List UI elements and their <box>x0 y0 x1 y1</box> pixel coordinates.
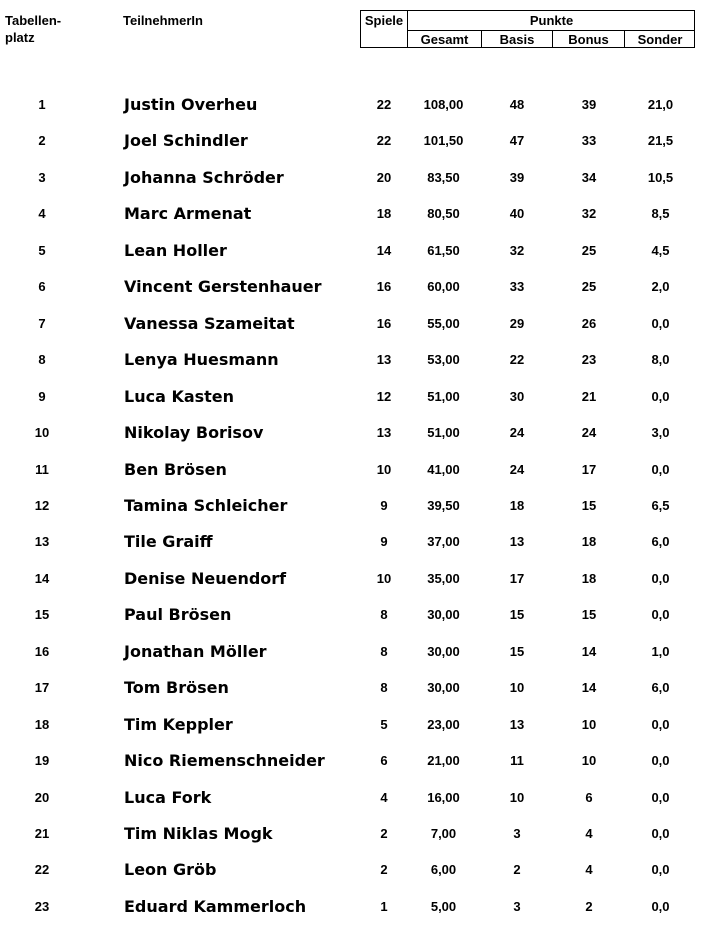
table-row <box>0 237 701 265</box>
table-place: 17 <box>34 680 50 696</box>
points-special: 0,0 <box>651 789 670 805</box>
points-total: 53,00 <box>427 352 460 368</box>
points-bonus: 15 <box>581 497 597 513</box>
table-place: 13 <box>34 534 50 550</box>
points-bonus: 25 <box>581 279 597 295</box>
points-basis: 15 <box>509 643 525 659</box>
points-total: 101,50 <box>423 133 464 149</box>
points-bonus: 39 <box>581 97 597 112</box>
points-special: 0,0 <box>651 826 670 841</box>
table-row <box>0 856 701 884</box>
points-special: 4,5 <box>651 242 670 258</box>
games-played: 22 <box>376 133 392 149</box>
table-place: 23 <box>34 898 50 914</box>
participant-name: Marc Armenat <box>124 204 252 224</box>
table-row <box>0 674 701 702</box>
points-bonus: 6 <box>585 789 593 805</box>
games-played: 16 <box>376 315 392 331</box>
points-special: 21,0 <box>647 97 674 112</box>
points-special: 0,0 <box>651 862 670 878</box>
table-row <box>0 164 701 192</box>
points-total: 6,00 <box>430 862 457 878</box>
column-header-punkte: Punkte <box>529 13 574 28</box>
games-played: 5 <box>380 716 388 732</box>
points-special: 0,0 <box>651 898 670 914</box>
participant-name: Nikolay Borisov <box>124 423 264 443</box>
participant-name: Jonathan Möller <box>124 641 267 661</box>
points-total: 39,50 <box>427 497 460 513</box>
points-bonus: 2 <box>585 898 593 914</box>
table-place: 8 <box>38 352 46 368</box>
points-special: 6,0 <box>651 534 670 550</box>
table-row <box>0 784 701 812</box>
games-played: 22 <box>376 97 392 112</box>
table-place: 5 <box>38 242 46 258</box>
games-played: 4 <box>380 789 388 805</box>
table-row <box>0 492 701 520</box>
column-header-table-place <box>5 12 85 46</box>
table-row <box>0 310 701 338</box>
points-basis: 33 <box>509 279 525 295</box>
points-bonus: 10 <box>581 716 597 732</box>
table-row <box>0 820 701 848</box>
place-label-line-1: Tabellen- <box>5 13 62 28</box>
table-place: 11 <box>35 461 49 477</box>
column-header-basis: Basis <box>499 32 535 47</box>
table-place: 16 <box>34 643 50 659</box>
table-place: 14 <box>34 570 50 586</box>
points-bonus: 10 <box>581 753 597 769</box>
games-played: 13 <box>376 352 392 368</box>
points-basis: 15 <box>509 607 525 623</box>
games-played: 8 <box>380 643 388 659</box>
points-bonus: 33 <box>581 133 597 149</box>
points-special: 1,0 <box>651 643 670 659</box>
games-played: 14 <box>376 242 392 258</box>
points-bonus: 17 <box>581 461 597 477</box>
games-played: 8 <box>380 607 388 623</box>
table-row <box>0 456 701 484</box>
participant-name: Denise Neuendorf <box>124 568 287 588</box>
points-bonus: 4 <box>585 862 593 878</box>
points-total: 30,00 <box>427 680 460 696</box>
points-basis: 11 <box>510 753 524 769</box>
points-basis: 24 <box>509 461 525 477</box>
points-basis: 10 <box>509 789 525 805</box>
points-basis: 32 <box>509 242 525 258</box>
points-bonus: 25 <box>581 242 597 258</box>
place-label-line-2: platz <box>5 30 35 45</box>
points-total: 5,00 <box>430 898 457 914</box>
points-special: 6,0 <box>651 680 670 696</box>
games-played: 2 <box>380 862 388 878</box>
table-place: 22 <box>34 862 50 878</box>
points-total: 30,00 <box>427 643 460 659</box>
table-row <box>0 893 701 921</box>
points-special: 0,0 <box>651 716 670 732</box>
points-basis: 18 <box>509 497 525 513</box>
points-total: 108,00 <box>423 97 464 112</box>
table-place: 7 <box>38 315 46 331</box>
points-bonus: 14 <box>581 680 597 696</box>
table-row <box>0 91 701 119</box>
participant-name: Luca Fork <box>124 787 212 807</box>
points-basis: 17 <box>509 570 525 586</box>
participant-name: Nico Riemenschneider <box>124 751 325 771</box>
table-place: 20 <box>34 789 50 805</box>
points-basis: 2 <box>513 862 521 878</box>
points-basis: 39 <box>509 169 525 185</box>
table-place: 18 <box>34 716 50 732</box>
points-total: 41,00 <box>427 461 460 477</box>
games-played: 9 <box>380 497 388 513</box>
table-row <box>0 601 701 629</box>
points-total: 16,00 <box>427 789 460 805</box>
points-total: 55,00 <box>427 315 460 331</box>
points-basis: 13 <box>509 716 525 732</box>
points-total: 60,00 <box>427 279 460 295</box>
participant-name: Lenya Huesmann <box>124 350 279 370</box>
points-total: 21,00 <box>427 753 460 769</box>
column-header-bonus: Bonus <box>568 32 609 47</box>
participant-name: Tom Brösen <box>124 678 229 698</box>
points-special: 2,0 <box>651 279 670 295</box>
table-row <box>0 528 701 556</box>
points-special: 8,0 <box>651 352 670 368</box>
table-place: 6 <box>38 279 46 295</box>
points-special: 0,0 <box>651 315 670 331</box>
points-total: 35,00 <box>427 570 460 586</box>
participant-name: Tamina Schleicher <box>124 495 288 515</box>
column-header-gesamt: Gesamt <box>420 32 469 47</box>
points-total: 61,50 <box>427 242 460 258</box>
points-special: 0,0 <box>651 607 670 623</box>
table-place: 3 <box>38 169 46 185</box>
points-total: 7,00 <box>430 826 457 841</box>
games-played: 13 <box>376 425 392 441</box>
participant-name: Vanessa Szameitat <box>124 313 295 333</box>
points-total: 80,50 <box>427 206 460 222</box>
games-played: 1 <box>380 898 388 914</box>
participant-name: Tim Niklas Mogk <box>124 824 273 843</box>
points-special: 0,0 <box>651 570 670 586</box>
table-place: 2 <box>38 133 46 149</box>
games-played: 9 <box>380 534 388 550</box>
participant-name: Eduard Kammerloch <box>124 896 307 916</box>
points-bonus: 23 <box>581 352 597 368</box>
points-bonus: 14 <box>581 643 597 659</box>
participant-name: Ben Brösen <box>124 459 227 479</box>
participant-name: Luca Kasten <box>124 386 235 406</box>
participant-name: Justin Overheu <box>124 95 258 114</box>
games-played: 6 <box>380 753 388 769</box>
table-place: 1 <box>38 97 46 112</box>
table-row <box>0 346 701 374</box>
points-special: 6,5 <box>651 497 670 513</box>
points-basis: 40 <box>509 206 525 222</box>
table-place: 12 <box>34 497 50 513</box>
points-bonus: 18 <box>581 534 597 550</box>
points-basis: 29 <box>509 315 525 331</box>
table-row <box>0 747 701 775</box>
points-bonus: 34 <box>581 169 597 185</box>
points-bonus: 21 <box>581 388 597 404</box>
games-played: 12 <box>376 388 392 404</box>
participant-name: Vincent Gerstenhauer <box>124 277 322 297</box>
participant-name: Joel Schindler <box>124 131 248 151</box>
points-special: 21,5 <box>647 133 674 149</box>
table-row <box>0 200 701 228</box>
table-row <box>0 419 701 447</box>
games-played: 10 <box>376 570 392 586</box>
points-bonus: 4 <box>585 826 593 841</box>
points-special: 0,0 <box>651 753 670 769</box>
points-total: 37,00 <box>427 534 460 550</box>
table-row <box>0 383 701 411</box>
points-special: 10,5 <box>647 169 674 185</box>
points-special: 0,0 <box>651 388 670 404</box>
table-place: 9 <box>38 388 46 404</box>
games-played: 18 <box>376 206 392 222</box>
table-place: 15 <box>34 607 50 623</box>
column-header-participant: TeilnehmerIn <box>123 13 203 28</box>
table-place: 10 <box>34 425 50 441</box>
points-total: 83,50 <box>427 169 460 185</box>
points-total: 30,00 <box>427 607 460 623</box>
points-basis: 48 <box>509 97 525 112</box>
points-bonus: 15 <box>581 607 597 623</box>
games-played: 10 <box>376 461 392 477</box>
table-place: 19 <box>34 753 50 769</box>
points-total: 51,00 <box>427 388 460 404</box>
participant-name: Johanna Schröder <box>124 167 284 187</box>
points-special: 8,5 <box>651 206 670 222</box>
points-special: 0,0 <box>651 461 670 477</box>
table-place: 4 <box>38 206 46 222</box>
column-header-sonder: Sonder <box>637 32 683 47</box>
participant-name: Lean Holler <box>124 240 227 260</box>
points-bonus: 24 <box>581 425 597 441</box>
points-basis: 10 <box>509 680 525 696</box>
points-special: 3,0 <box>651 425 670 441</box>
points-basis: 30 <box>509 388 525 404</box>
table-row <box>0 711 701 739</box>
table-row <box>0 127 701 155</box>
table-row <box>0 638 701 666</box>
points-basis: 3 <box>513 898 521 914</box>
participant-name: Paul Brösen <box>124 605 232 625</box>
points-basis: 13 <box>509 534 525 550</box>
participant-name: Leon Gröb <box>124 860 217 880</box>
points-bonus: 18 <box>581 570 597 586</box>
participant-name: Tile Graiff <box>124 532 213 552</box>
points-basis: 24 <box>509 425 525 441</box>
points-bonus: 26 <box>581 315 597 331</box>
points-basis: 47 <box>509 133 525 149</box>
table-place: 21 <box>34 826 50 841</box>
points-basis: 3 <box>513 826 521 841</box>
games-played: 16 <box>376 279 392 295</box>
games-played: 8 <box>380 680 388 696</box>
points-basis: 22 <box>509 352 525 368</box>
column-header-spiele: Spiele <box>364 13 404 28</box>
points-header-box <box>360 10 695 48</box>
participant-name: Tim Keppler <box>124 714 233 734</box>
table-row <box>0 273 701 301</box>
games-played: 2 <box>380 826 388 841</box>
points-bonus: 32 <box>581 206 597 222</box>
table-row <box>0 565 701 593</box>
points-total: 23,00 <box>427 716 460 732</box>
games-played: 20 <box>376 169 392 185</box>
points-total: 51,00 <box>427 425 460 441</box>
